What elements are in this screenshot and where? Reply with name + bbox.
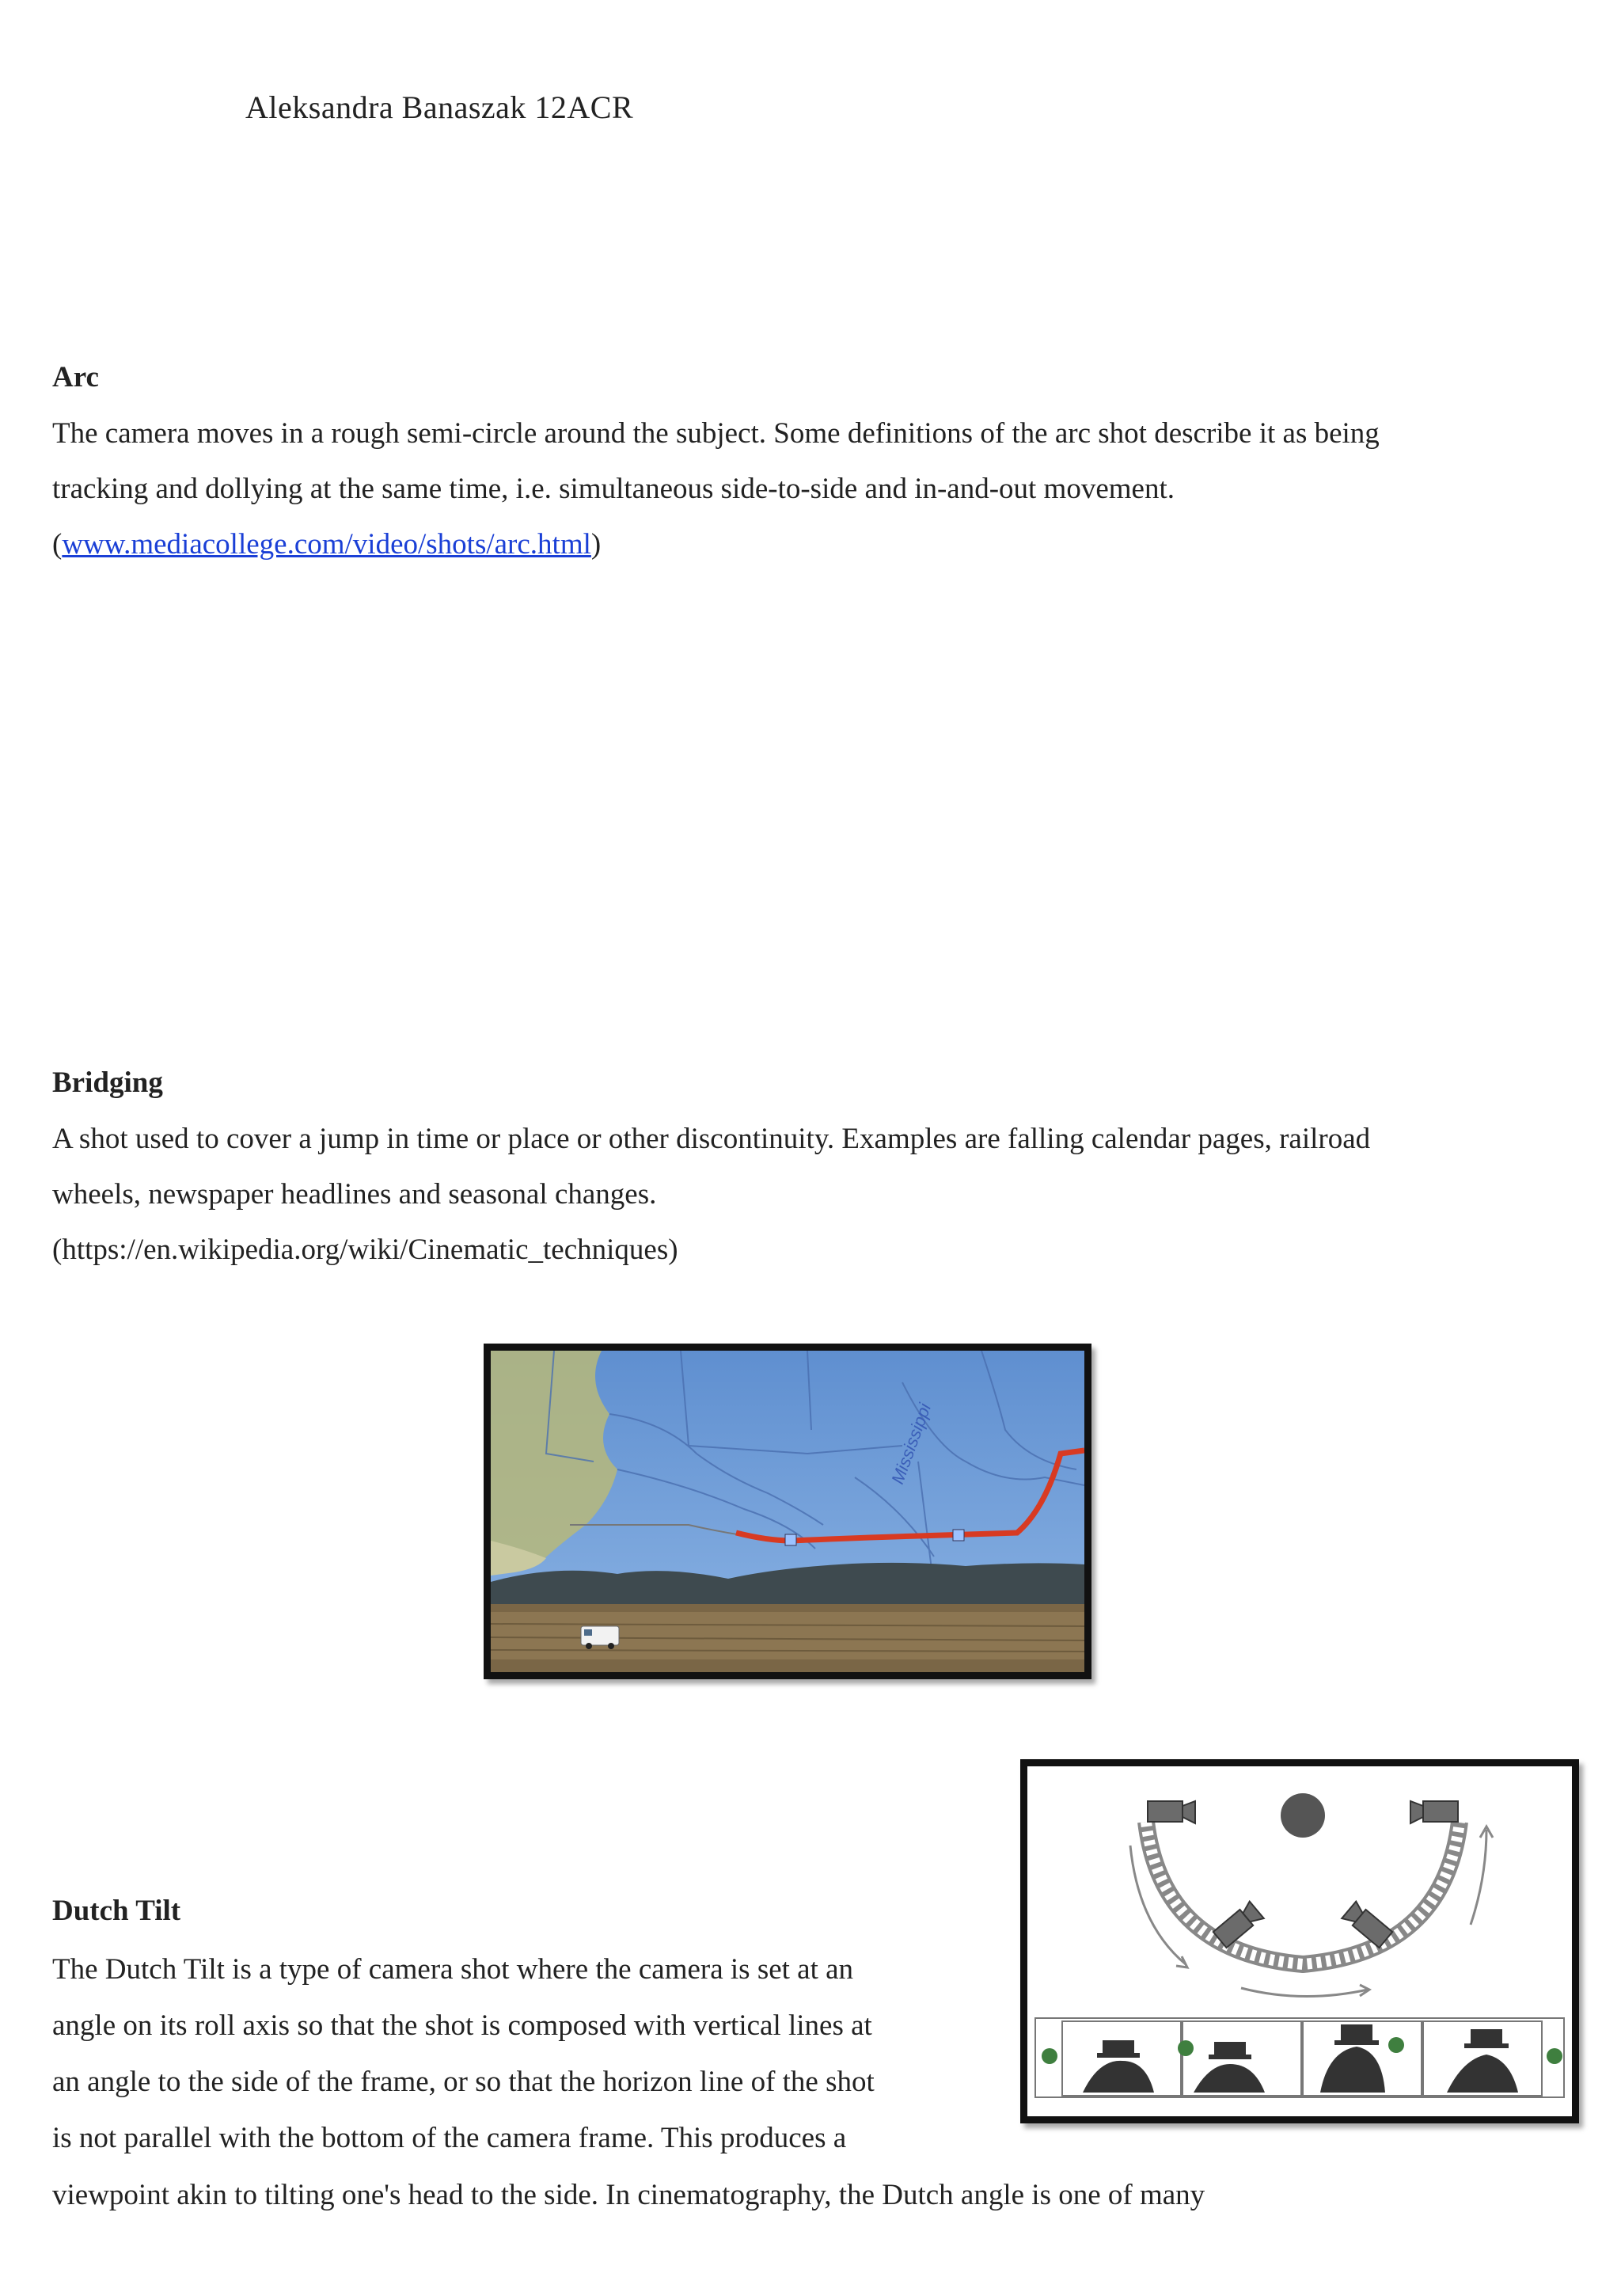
subject-icon — [1281, 1793, 1325, 1838]
map-river-label: Mississippi — [887, 1401, 936, 1487]
bridging-heading: Bridging — [52, 1066, 163, 1099]
arc-heading: Arc — [52, 361, 99, 393]
bridging-line-2: wheels, newspaper headlines and seasonal changes. — [52, 1178, 657, 1211]
paren-open: ( — [52, 528, 63, 561]
arc-source-link[interactable]: www.mediacollege.com/video/shots/arc.html — [62, 528, 591, 561]
dutch-line-1: The Dutch Tilt is a type of camera shot where the camera is set at an — [52, 1953, 854, 1986]
author-name: Aleksandra Banaszak 12ACR — [245, 89, 634, 125]
dutch-line-4: is not parallel with the bottom of the camera frame. This produces a — [52, 2122, 847, 2154]
dutch-tilt-heading: Dutch Tilt — [52, 1895, 181, 1927]
arc-diagram-image — [1020, 1759, 1579, 2123]
bridging-source: (https://en.wikipedia.org/wiki/Cinematic_techniques) — [52, 1234, 678, 1266]
bridging-line-1: A shot used to cover a jump in time or place or other discontinuity. Examples are falling calendar pages, railroad — [52, 1123, 1371, 1155]
bridging-description — [52, 1112, 1572, 1278]
dutch-line-2: angle on its roll axis so that the shot is composed with vertical lines at — [52, 2009, 872, 2042]
arc-line-1: The camera moves in a rough semi-circle around the subject. Some definitions of the arc shot describe it as being — [52, 417, 1380, 450]
dutch-line-5: viewpoint akin to tilting one's head to the side. In cinematography, the Dutch angle is one of many — [52, 2179, 1205, 2211]
arc-description — [52, 406, 1572, 572]
paren-close: ) — [590, 528, 602, 561]
arc-source — [52, 517, 1572, 572]
dutch-line-3: an angle to the side of the frame, or so that the horizon line of the shot — [52, 2066, 875, 2098]
dutch-tilt-description — [52, 1941, 1002, 2166]
arc-line-2: tracking and dollying at the same time, i.e. simultaneous side-to-side and in-and-out movement. — [52, 473, 1175, 505]
bridging-image — [484, 1344, 1091, 1679]
camera-icon — [1410, 1801, 1458, 1823]
camera-icon — [1148, 1801, 1195, 1823]
